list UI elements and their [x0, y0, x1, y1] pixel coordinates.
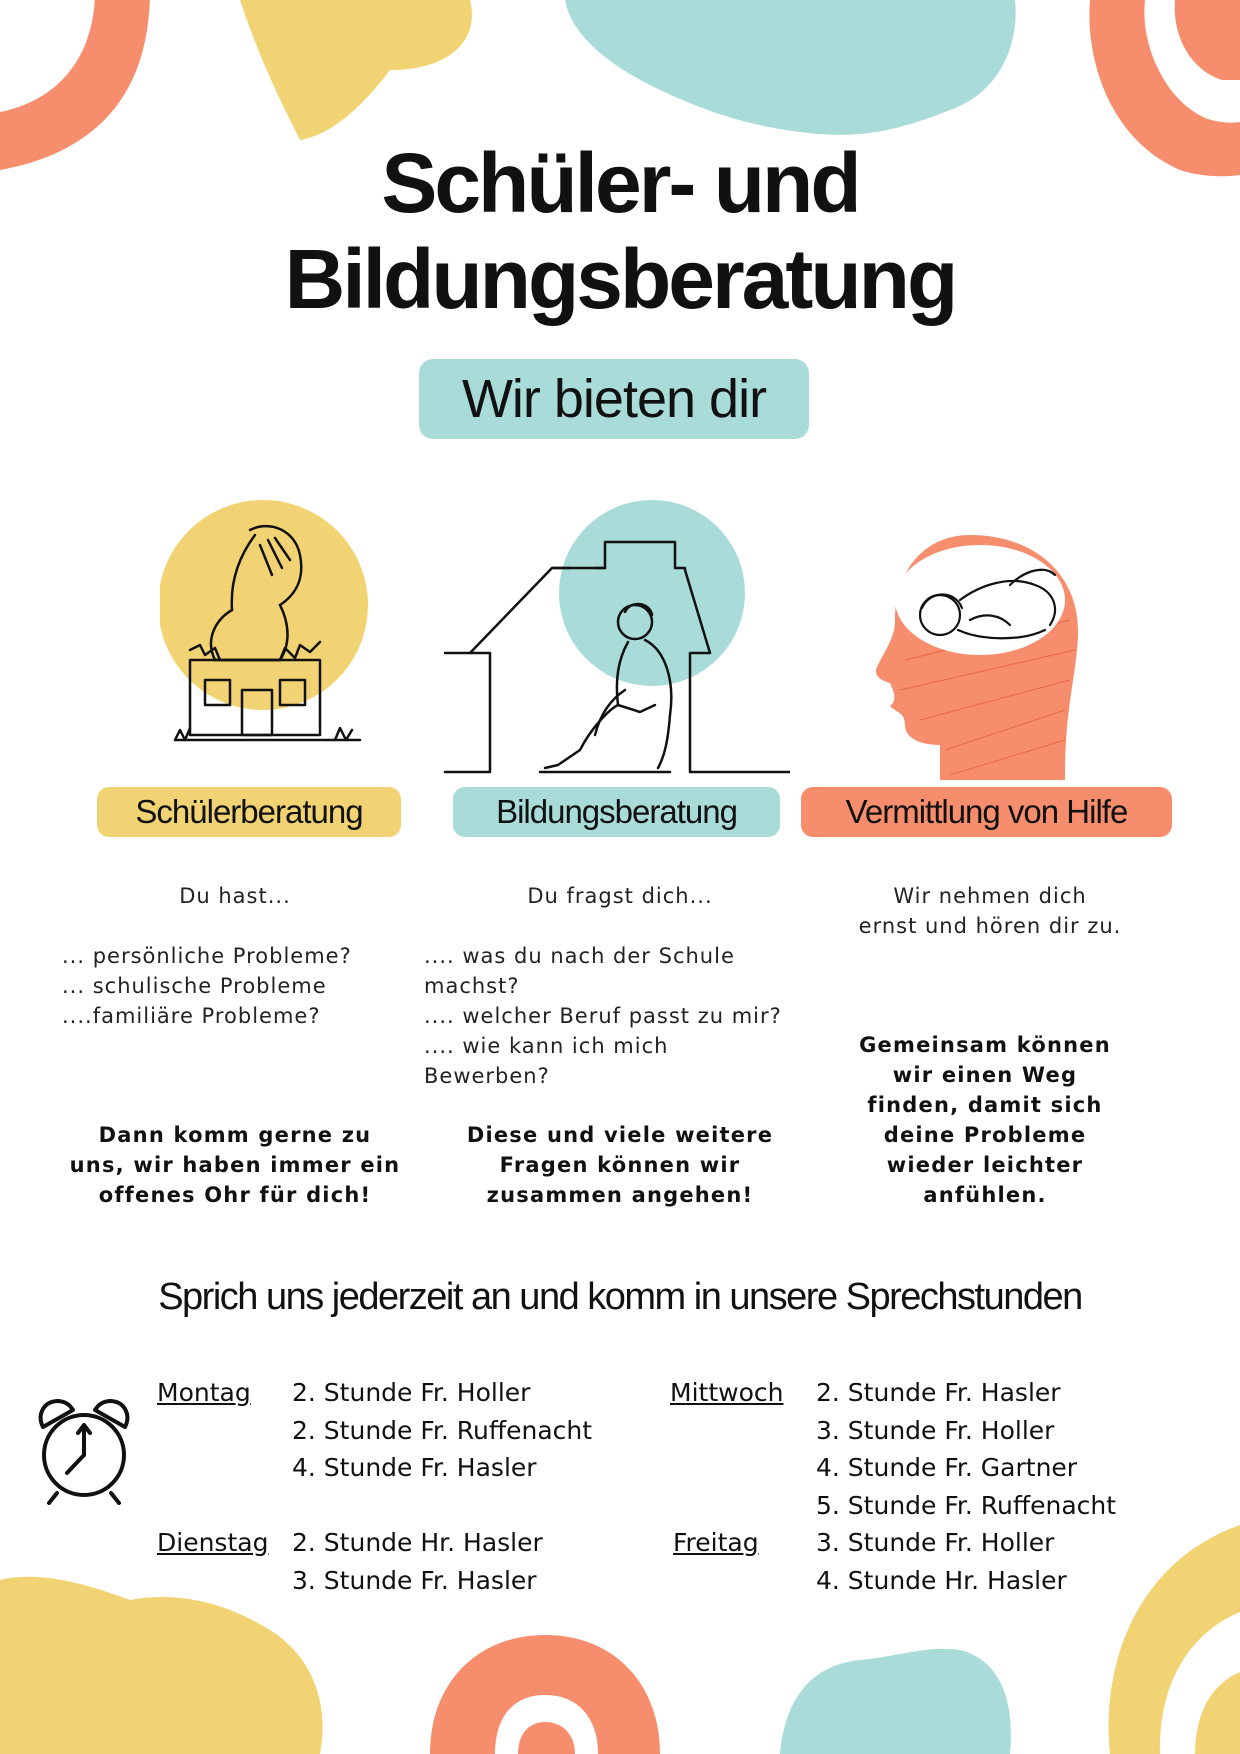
schedule-day-mittwoch: Mittwoch — [670, 1378, 784, 1407]
intro-line: Wir nehmen dich — [893, 884, 1087, 908]
closing-line: offenes Ohr für dich! — [98, 1183, 372, 1207]
question-line: .... was du nach der Schule — [424, 944, 735, 968]
schedule-slots-montag — [292, 1374, 592, 1487]
column1-intro: Du hast... — [179, 884, 291, 908]
person-sitting-in-house-icon — [440, 500, 790, 780]
title-line-1: Schüler- und — [381, 136, 859, 230]
question-line: .... wie kann ich mich — [424, 1034, 669, 1058]
closing-line: uns, wir haben immer ein — [69, 1153, 401, 1177]
question-line: ... schulische Probleme — [62, 974, 327, 998]
schedule-slot: 3. Stunde Fr. Hasler — [292, 1565, 537, 1595]
closing-line: wieder leichter — [886, 1153, 1084, 1177]
closing-line: Diese und viele weitere — [466, 1123, 774, 1147]
schedule-slot: 3. Stunde Fr. Holler — [816, 1415, 1055, 1445]
category-bildungsberatung: Bildungsberatung — [453, 787, 780, 837]
schedule-slots-mittwoch — [816, 1374, 1116, 1524]
schedule-slots-freitag — [816, 1524, 1067, 1599]
schedule-slot: 3. Stunde Fr. Holler — [816, 1528, 1055, 1557]
schedule-day-freitag: Freitag — [673, 1528, 759, 1557]
schedule-slot: 2. Stunde Hr. Hasler — [292, 1528, 543, 1557]
column3-closing — [830, 1030, 1140, 1210]
closing-line: finden, damit sich — [867, 1093, 1103, 1117]
subtitle-badge: Wir bieten dir — [419, 359, 809, 439]
question-line: machst? — [424, 974, 520, 998]
sitting-child-on-broken-house-icon — [160, 500, 380, 755]
column3-intro — [820, 881, 1160, 941]
curled-person-in-head-icon — [860, 530, 1085, 780]
schedule-slot: 5. Stunde Fr. Ruffenacht — [816, 1490, 1117, 1520]
column1-questions — [62, 941, 402, 1031]
schedule-slot: 4. Stunde Fr. Gartner — [816, 1453, 1078, 1482]
question-line: ... persönliche Probleme? — [62, 944, 352, 968]
column2-questions — [424, 941, 824, 1091]
column1-closing — [55, 1120, 415, 1210]
category-schuelerberatung: Schülerberatung — [97, 787, 401, 837]
schedule-slot: 2. Stunde Fr. Holler — [292, 1378, 531, 1407]
question-line: .... welcher Beruf passt zu mir? — [424, 1004, 782, 1028]
question-line: Bewerben? — [424, 1064, 550, 1088]
alarm-clock-icon — [35, 1397, 133, 1505]
closing-line: Gemeinsam können — [859, 1033, 1111, 1057]
closing-line: deine Probleme — [883, 1123, 1087, 1147]
column2-intro: Du fragst dich... — [527, 884, 713, 908]
question-line: ....familiäre Probleme? — [62, 1004, 321, 1028]
column2-closing — [430, 1120, 810, 1210]
closing-line: anfühlen. — [923, 1183, 1047, 1207]
closing-line: Fragen können wir — [499, 1153, 741, 1177]
schedule-day-montag: Montag — [157, 1378, 251, 1407]
schedule-slot: 2. Stunde Fr. Hasler — [816, 1378, 1061, 1407]
schedule-slot: 2. Stunde Fr. Ruffenacht — [292, 1415, 593, 1445]
schedule-day-dienstag: Dienstag — [157, 1528, 269, 1557]
closing-line: Dann komm gerne zu — [98, 1123, 372, 1147]
schedule-slots-dienstag — [292, 1524, 543, 1599]
intro-line: ernst und hören dir zu. — [858, 914, 1122, 938]
closing-line: wir einen Weg — [892, 1063, 1078, 1087]
call-to-action: Sprich uns jederzeit an und komm in unsere Sprechstunden — [158, 1276, 1082, 1318]
schedule-slot: 4. Stunde Fr. Hasler — [292, 1453, 537, 1482]
category-vermittlung-von-hilfe: Vermittlung von Hilfe — [801, 787, 1172, 837]
page-title — [0, 135, 1240, 327]
schedule-slot: 4. Stunde Hr. Hasler — [816, 1565, 1067, 1595]
title-line-2: Bildungsberatung — [284, 232, 956, 326]
closing-line: zusammen angehen! — [486, 1183, 754, 1207]
